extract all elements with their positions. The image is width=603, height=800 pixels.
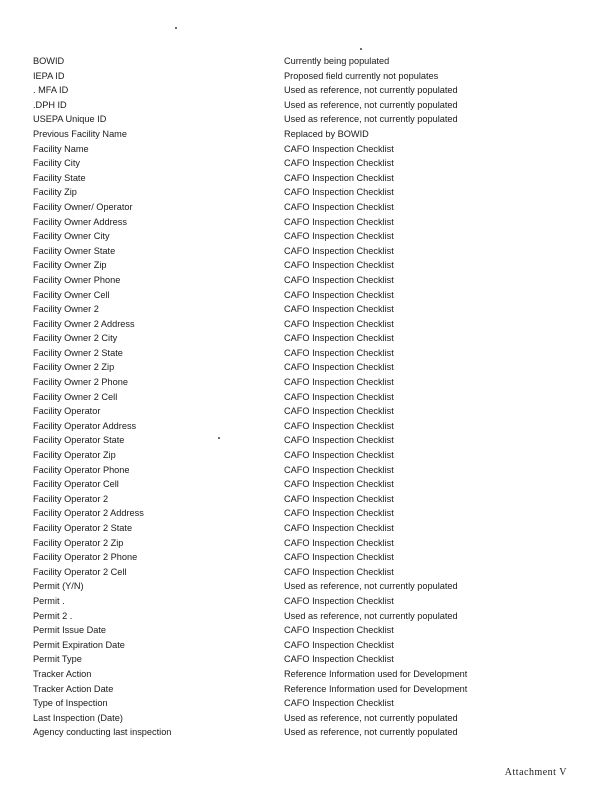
table-row	[33, 244, 573, 259]
field-status: Reference Information used for Development	[284, 683, 468, 694]
field-status: Used as reference, not currently populated	[284, 712, 458, 723]
field-name: Facility Operator Phone	[33, 464, 130, 475]
table-row	[33, 652, 573, 667]
field-name: Facility Owner 2 Cell	[33, 391, 118, 402]
field-status: CAFO Inspection Checklist	[284, 698, 394, 709]
field-name: Type of Inspection	[33, 698, 108, 709]
field-name: Permit Issue Date	[33, 625, 107, 636]
table-row	[33, 215, 573, 230]
table-row	[33, 477, 573, 492]
field-name: Facility Owner 2 Zip	[33, 362, 115, 373]
table-row	[33, 565, 573, 580]
field-name: Facility Operator 2 Cell	[33, 566, 127, 577]
table-row	[33, 667, 573, 682]
field-status: CAFO Inspection Checklist	[284, 435, 394, 446]
table-row	[33, 302, 573, 317]
table-row	[33, 273, 573, 288]
field-name: BOWID	[33, 56, 65, 66]
field-status: CAFO Inspection Checklist	[284, 552, 394, 563]
table-row	[33, 594, 573, 609]
field-name: Facility Owner Address	[33, 216, 127, 227]
field-status: CAFO Inspection Checklist	[284, 391, 394, 402]
table-row	[33, 609, 573, 624]
field-name: Facility Operator	[33, 406, 101, 417]
table-row	[33, 258, 573, 273]
field-name: Permit Type	[33, 654, 82, 665]
field-name: Facility Operator 2 Zip	[33, 537, 124, 548]
field-name: Facility Operator Cell	[33, 479, 119, 490]
table-row	[33, 711, 573, 726]
table-row	[33, 448, 573, 463]
field-name: USEPA Unique ID	[33, 114, 107, 125]
table-row	[33, 54, 573, 69]
field-status: CAFO Inspection Checklist	[284, 158, 394, 169]
field-status: CAFO Inspection Checklist	[284, 595, 394, 606]
field-status: CAFO Inspection Checklist	[284, 318, 394, 329]
field-status: CAFO Inspection Checklist	[284, 377, 394, 388]
table-row	[33, 419, 573, 434]
field-status: CAFO Inspection Checklist	[284, 143, 394, 154]
field-status: CAFO Inspection Checklist	[284, 654, 394, 665]
field-status: CAFO Inspection Checklist	[284, 420, 394, 431]
field-status: CAFO Inspection Checklist	[284, 362, 394, 373]
field-status: Proposed field currently not populates	[284, 70, 439, 81]
field-name: Facility Operator 2 Address	[33, 508, 144, 519]
field-status: CAFO Inspection Checklist	[284, 289, 394, 300]
field-name: Facility Operator Address	[33, 420, 137, 431]
table-row	[33, 550, 573, 565]
field-name: Facility Operator Zip	[33, 450, 116, 461]
field-name: Tracker Action Date	[33, 683, 114, 694]
field-name: Previous Facility Name	[33, 128, 127, 139]
field-name: Facility Operator 2	[33, 493, 109, 504]
table-row	[33, 69, 573, 84]
field-name: Facility Owner Zip	[33, 260, 107, 271]
table-row	[33, 463, 573, 478]
field-status: CAFO Inspection Checklist	[284, 245, 394, 256]
field-name: Agency conducting last inspection	[33, 727, 172, 738]
table-row	[33, 142, 573, 157]
field-name: Facility Owner 2 Phone	[33, 377, 128, 388]
table-row	[33, 288, 573, 303]
table-row	[33, 492, 573, 507]
field-name: IEPA ID	[33, 70, 65, 81]
field-name: Permit Expiration Date	[33, 639, 125, 650]
field-status: Used as reference, not currently populated	[284, 85, 458, 96]
field-status: CAFO Inspection Checklist	[284, 231, 394, 242]
field-status: CAFO Inspection Checklist	[284, 639, 394, 650]
table-row	[33, 317, 573, 332]
field-status: CAFO Inspection Checklist	[284, 464, 394, 475]
field-name: Facility City	[33, 158, 80, 169]
field-status: CAFO Inspection Checklist	[284, 274, 394, 285]
table-row	[33, 229, 573, 244]
field-status: Replaced by BOWID	[284, 128, 369, 139]
field-status: CAFO Inspection Checklist	[284, 216, 394, 227]
field-status: Used as reference, not currently populated	[284, 727, 458, 738]
field-status: Used as reference, not currently populated	[284, 581, 458, 592]
field-status: CAFO Inspection Checklist	[284, 523, 394, 533]
field-status: CAFO Inspection Checklist	[284, 493, 394, 504]
field-status: Used as reference, not currently populated	[284, 99, 458, 110]
table-row	[33, 98, 573, 113]
scan-speck	[175, 27, 177, 29]
field-status: Reference Information used for Development	[284, 668, 468, 679]
field-name: Permit (Y/N)	[33, 581, 84, 592]
field-status: CAFO Inspection Checklist	[284, 566, 394, 577]
table-row	[33, 185, 573, 200]
field-status: CAFO Inspection Checklist	[284, 201, 394, 212]
field-name: Facility Owner 2 City	[33, 333, 118, 344]
field-name: Facility Operator State	[33, 435, 125, 446]
field-name: Facility Operator 2 State	[33, 523, 133, 533]
table-row	[33, 682, 573, 697]
field-name: Facility Owner 2 Address	[33, 318, 135, 329]
table-row	[33, 200, 573, 215]
field-name: Facility Owner State	[33, 245, 116, 256]
field-name: Facility Owner Phone	[33, 274, 121, 285]
field-name: Facility Owner 2 State	[33, 347, 123, 358]
field-status: CAFO Inspection Checklist	[284, 333, 394, 344]
table-row	[33, 171, 573, 186]
field-status: CAFO Inspection Checklist	[284, 479, 394, 490]
field-status: CAFO Inspection Checklist	[284, 172, 394, 183]
table-row	[33, 127, 573, 142]
field-name: .DPH ID	[33, 99, 67, 110]
field-status: CAFO Inspection Checklist	[284, 508, 394, 519]
attachment-label: Attachment V	[504, 767, 567, 778]
field-name: Facility Zip	[33, 187, 77, 198]
field-status: CAFO Inspection Checklist	[284, 304, 394, 315]
table-row	[33, 521, 573, 536]
field-status: CAFO Inspection Checklist	[284, 347, 394, 358]
table-row	[33, 156, 573, 171]
field-status: CAFO Inspection Checklist	[284, 625, 394, 636]
field-name: Facility Name	[33, 143, 89, 154]
field-name: Facility Owner/ Operator	[33, 201, 133, 212]
table-row	[33, 331, 573, 346]
table-row	[33, 536, 573, 551]
table-row	[33, 375, 573, 390]
table-row	[33, 346, 573, 361]
scan-speck	[360, 48, 362, 50]
field-status: CAFO Inspection Checklist	[284, 260, 394, 271]
field-name: Permit 2 .	[33, 610, 73, 621]
table-row	[33, 404, 573, 419]
table-row	[33, 83, 573, 98]
table-row	[33, 433, 573, 448]
field-status: CAFO Inspection Checklist	[284, 406, 394, 417]
field-name: Facility Owner 2	[33, 304, 99, 315]
table-row	[33, 638, 573, 653]
field-name: Facility Owner Cell	[33, 289, 110, 300]
table-row	[33, 360, 573, 375]
field-name: . MFA ID	[33, 85, 69, 96]
field-name: Tracker Action	[33, 668, 92, 679]
field-status: Currently being populated	[284, 56, 390, 66]
table-row	[33, 725, 573, 740]
field-name: Facility Owner City	[33, 231, 110, 242]
field-name: Facility State	[33, 172, 86, 183]
field-name: Facility Operator 2 Phone	[33, 552, 138, 563]
field-name: Permit .	[33, 595, 65, 606]
table-row	[33, 696, 573, 711]
field-status: Used as reference, not currently populated	[284, 114, 458, 125]
table-row	[33, 579, 573, 594]
field-status: CAFO Inspection Checklist	[284, 537, 394, 548]
table-row	[33, 390, 573, 405]
field-status: Used as reference, not currently populated	[284, 610, 458, 621]
field-status: CAFO Inspection Checklist	[284, 187, 394, 198]
table-row	[33, 112, 573, 127]
field-name: Last Inspection (Date)	[33, 712, 123, 723]
table-row	[33, 623, 573, 638]
field-status-table	[33, 54, 573, 740]
field-status: CAFO Inspection Checklist	[284, 450, 394, 461]
table-row	[33, 506, 573, 521]
